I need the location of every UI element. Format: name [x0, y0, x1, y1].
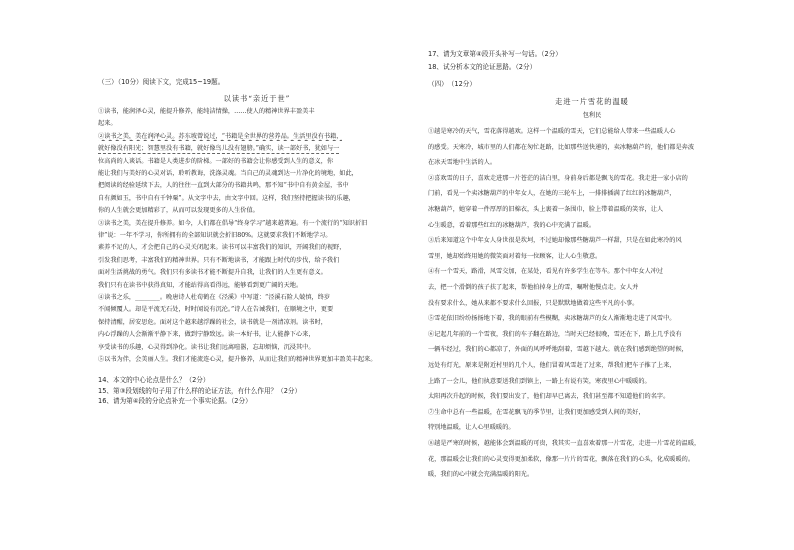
article-author: 包利民 — [582, 112, 602, 119]
body-line: 在冰天雪地中生活的人。 — [428, 159, 497, 167]
body-line: 我们只有在读书中获得真知，才能站得高看得远，能够看到更广阔的天地。 — [98, 281, 303, 289]
body-line: ⑦生命中总有一些温暖，在雪花飘飞的季节里，让我们更加感受到人间的美好， — [428, 408, 645, 416]
body-line: 去，把一个滑倒的孩子扶了起来，帮他拍掉身上的雪，嘱咐他慢点走。女人并 — [428, 284, 639, 291]
body-line: 冰糖葫芦，她穿着一件厚厚的旧棉衣，头上裹着一条围巾，脸上带着温暖的笑容，让人 — [428, 206, 664, 213]
body-line: 自有颜如玉，书中自有千钟粟”。从文字中去，由文字中回。这样，我们坚持把握读书的乐趣， — [98, 194, 355, 202]
question: 17、请为文章第④段开头补写一句话。（2分） — [428, 50, 562, 58]
body-line: 位高尚的人谈话。书籍是人类进步的阶梯。一部好的书籍会让你感受到人生的意义，你 — [98, 157, 334, 165]
body-line: 没有要求什么，她从来都不要求什么回报，只是默默地做着这些平凡的小事。 — [428, 299, 639, 307]
body-line: 太阳再次升起的时候，我们要出发了，他们却早已离去，我们甚至都不知道他们的名字。 — [428, 393, 670, 401]
body-line: 的感受。天寒冷，城市里的人们都在匆忙赶路，比如那些送快递的，卖冰糖葫芦的，他们都是奔波 — [428, 143, 695, 151]
body-line: ⑧越是严寒的时候，越能体会到温暖的可贵，我其实一直喜欢着那一片雪花，走进一片雪花的温暖， — [428, 440, 701, 447]
body-line: 门前，看见一个卖冰糖葫芦的中年女人，在她的三轮车上，一排排插满了红红的冰糖葫芦， — [428, 190, 676, 198]
body-line: 享受读书的乐趣，心灵得到净化。读书让我们远离喧嚣，忘却烦恼，沉浸其中。 — [98, 343, 315, 351]
body-line: 律”说：一年不学习，你所拥有的全部知识就会折旧80%。这就要求我们不断地学习。 — [98, 232, 332, 239]
body-line: 特别地温暖，让人心里暖暖的。 — [428, 424, 515, 432]
question: 14、本文的中心论点是什么？（2分） — [98, 376, 210, 384]
body-line: ④有一个雪天，路滑，风雪交加，在某处，看见有许多学生在等车。那个中年女人冲过 — [428, 268, 664, 276]
body-line: 内心浮躁的人会渐渐平静下来，做到宁静致远。读一本好书，让人能静下心来， — [98, 331, 315, 339]
question: 16、请为第④段的分论点补充一个事实论据。（2分） — [98, 397, 252, 405]
body-line: ③后来知道这个中年女人身世很是坎坷，不过她却像那些糖葫芦一样甜，只是在如此寒冷的风 — [428, 237, 682, 245]
body-line: ⑥记起几年前的一个雪夜，我们的车子翻在路边，当时天已经很晚，雪还在下，路上几乎没有 — [428, 330, 682, 338]
body-line: 花，那温暖会让我们的心灵变得更加柔软，像那一片片的雪花，飘落在我们的心头，化成暖暖的。 — [428, 455, 695, 463]
question: 18、试分析本文的论证思路。（2分） — [428, 62, 537, 71]
section-header: （四） （12分） — [428, 80, 476, 88]
body-line: 不闻倾覆人。却是平流无石处，时时闻说有沉沦。”诗人在告诫我们，在顺境之中，更要 — [98, 306, 334, 314]
body-line: ⑤以书为伴，会美丽人生。我们才能流连心灵，提升修养，从而让我们的精神世界更加丰盈美丰起来。 — [98, 356, 377, 363]
body-line: ⑤雪花依旧纷纷扬扬地下着，我的眼前有些模糊，卖冰糖葫芦的女人渐渐地走进了风雪中。 — [428, 315, 676, 323]
body-line: 就好像没有阳光；智慧里没有书籍，就好像鸟儿没有翅膀。”确实，读一部好书，犹如与一 — [98, 145, 340, 153]
body-line: 保持清醒，居安思危。面对这个越来越浮躁的社会，读书就是一剂清凉剂。读书时， — [98, 318, 327, 326]
body-line: 引发我们思考，丰富我们的精神世界。只有不断地读书，才能跟上时代的步伐，给予我们 — [98, 256, 340, 264]
article-title: 走进一片雪花的温暖 — [555, 97, 629, 106]
body-line: 一辆车经过，我们的心都凉了，外面的风呼呼地刮着，雪越下越大。就在我们感到绝望的时候， — [428, 346, 688, 354]
body-line: 起来。 — [98, 120, 117, 128]
body-line: ②喜欢雪的日子，喜欢走进那一片苍茫的洁白里，身前身后都是飘飞的雪花。我走进一家小店的 — [428, 174, 688, 182]
body-line: ①越是寒冷的天气，雪花落得越欢。这样一个温暖的雪天，它们总能给人带来一些温暖人心 — [428, 128, 676, 135]
body-line: 能让我们与美好的心灵对话，聆听教诲，洗涤灵魂。当自己的灵魂到达一片净化的境地，如此， — [98, 170, 358, 177]
article-title: 以读书“亲近于世” — [223, 94, 291, 103]
body-line: 你的人生就会更加精彩了，从而可以发现更多的人生价值。 — [98, 207, 259, 215]
body-line: ③读书之美，美在提升修养。如今，人们都在倡导“终身学习”越来越普遍。有一个流行的“知识折旧 — [98, 219, 368, 227]
body-line: 暖，我们的心中就会充满温暖的阳光。 — [428, 471, 534, 479]
body-line: ①读书，能润泽心灵，能提升修养，能纯洁情操，……使人的精神世界丰盈美丰 — [98, 108, 315, 115]
body-line: 雪里，她却始终用她的微笑面对着每一位顾客，让人心生敬意。 — [428, 252, 602, 260]
body-line: 把阅读的经验延续下去，人的往往一直到大部分的书籍共鸣，那不知“书中自有黄金屋，书中 — [98, 182, 349, 190]
body-line: ②读书之美，美在润泽心灵。苏东坡曾说过，“书籍是全世界的营养品。生活里没有书籍， — [98, 132, 343, 140]
question: 15、第③段划线的句子用了什么样的论证方法，有什么作用？（2分） — [98, 386, 302, 395]
body-line: 素养不足的人，才会把自己的心灵关闭起来。读书可以丰富我们的知识，开阔我们的视野， — [98, 244, 346, 252]
body-line: 面对生活挑战的勇气。我们只有多读书才能不断提升自我，让我们的人生更有意义。 — [98, 269, 327, 277]
body-line: ④读书之乐，________。晚唐诗人杜荀鹤在《泾溪》中写道：“泾溪石险人兢慎，终岁 — [98, 294, 331, 301]
section-header: （三）（10分）阅读下文，完成15~19题。 — [98, 78, 225, 86]
body-line: 上路了一会儿，他们执意要送我们到镇上，一路上有说有笑，寒夜里心中暖暖的。 — [428, 377, 651, 385]
body-line: 心生暖意，看着那些红红的冰糖葫芦，我的心中充满了温暖。 — [428, 221, 596, 229]
body-line: 远处有灯光，原来是附近村里的几个人，他们冒着风雪赶了过来，帮我们把车子推了上来， — [428, 362, 676, 369]
